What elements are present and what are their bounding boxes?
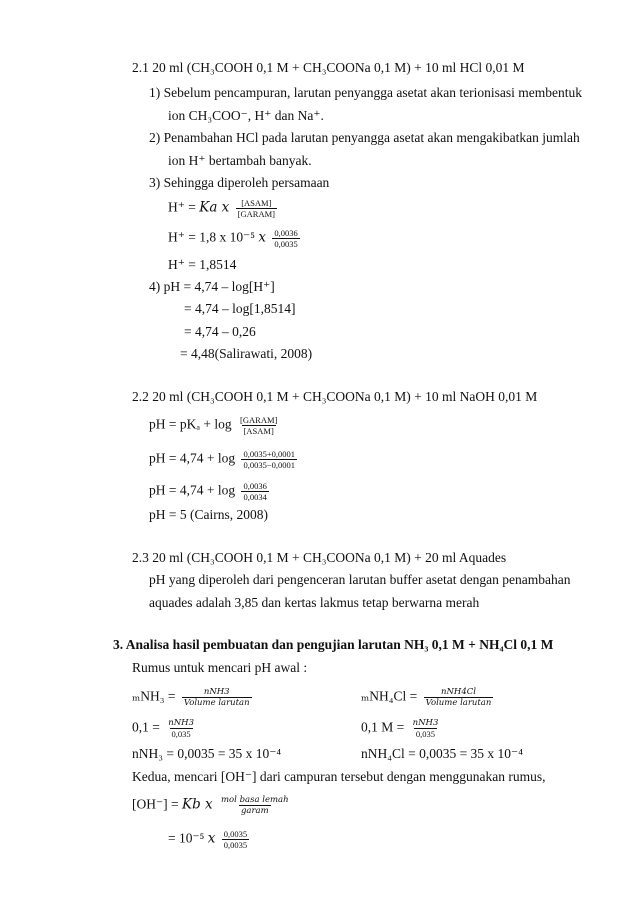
fraction-numerator: [GARAM]	[240, 415, 278, 425]
ph-substitution	[149, 449, 300, 470]
fraction	[222, 829, 249, 850]
section-2-2-heading: 2.2 20 ml (CH₃COOH 0,1 M + CH₃COONa 0,1 M) + 10 ml NaOH 0,01 M	[132, 389, 538, 404]
equation-lhs: H⁺ = 1,8 x 10⁻⁵	[168, 229, 255, 245]
equation-lhs: [OH⁻] =	[132, 796, 182, 812]
fraction	[238, 415, 279, 436]
section-2-3-text-2: aquades adalah 3,85 dan kertas lakmus tetap berwarna merah	[149, 595, 480, 610]
equation-lhs: 0,1 =	[132, 719, 160, 735]
fraction	[166, 718, 196, 739]
item-2-line-1: 2) Penambahan HCl pada larutan penyangga asetat akan mengakibatkan jumlah	[149, 130, 580, 145]
section-2-3-heading: 2.3 20 ml (CH₃COOH 0,1 M + CH₃COONa 0,1 M) + 20 ml Aquades	[132, 550, 507, 565]
kb-symbol: Kb x	[181, 796, 213, 813]
fraction-denominator: 0,0035	[223, 840, 248, 850]
fraction-denominator: Volume larutan	[183, 698, 250, 708]
item-1-line-2: ion CH₃COO⁻, H⁺ dan Na⁺.	[168, 108, 324, 123]
equation-lhs: pH = 4,74 + log	[149, 450, 236, 466]
fraction	[272, 228, 299, 249]
fraction	[241, 481, 268, 502]
fraction-denominator: [GARAM]	[237, 209, 275, 219]
fraction-numerator: nNH3	[412, 718, 439, 728]
fraction-numerator: nNH3	[203, 687, 230, 697]
equation-lhs: 0,1 M =	[361, 719, 405, 735]
nh4cl-mol-result: nNH₄Cl = 0,0035 = 35 x 10⁻⁴	[361, 746, 523, 761]
oh-substitution	[168, 829, 252, 850]
ph-pka-equation	[149, 415, 282, 436]
equation-lhs: H⁺ =	[168, 199, 200, 215]
fraction	[424, 687, 494, 708]
kedua-text: Kedua, mencari [OH⁻] dari campuran tersebut dengan menggunakan rumus,	[132, 769, 546, 784]
nh4cl-substitution	[361, 718, 443, 739]
equation-h-value	[168, 228, 303, 249]
fraction-numerator: nNH3	[168, 718, 194, 728]
section-3-heading: 3. Analisa hasil pembuatan dan pengujian larutan NH₃ 0,1 M + NH₄Cl 0,1 M	[113, 637, 554, 652]
fraction-numerator: 0,0035+0,0001	[243, 449, 296, 459]
fraction	[411, 718, 441, 739]
ka-symbol: Ka x	[199, 199, 230, 216]
item-3: 3) Sehingga diperoleh persamaan	[149, 175, 330, 190]
fraction	[219, 795, 291, 816]
equation-lhs: ₘNH₃ =	[132, 688, 176, 704]
fraction-denominator: garam	[240, 806, 269, 816]
equation-lhs: = 10⁻⁵	[168, 830, 205, 846]
fraction-numerator: mol basa lemah	[221, 795, 289, 805]
equation-lhs: ₘNH₄Cl =	[361, 688, 418, 704]
rumus-intro: Rumus untuk mencari pH awal :	[132, 660, 308, 675]
fraction-numerator: 0,0036	[274, 228, 298, 238]
fraction-numerator: [ASAM]	[241, 198, 272, 208]
fraction-denominator: 0,035	[415, 729, 436, 739]
fraction-numerator: 0,0036	[243, 481, 267, 491]
equation-lhs: pH = 4,74 + log	[149, 482, 236, 498]
fraction	[182, 687, 252, 708]
fraction-numerator: nNH4Cl	[441, 687, 476, 697]
item-4-step-3: = 4,74 – 0,26	[184, 324, 256, 339]
fraction-denominator: [ASAM]	[243, 426, 274, 436]
equation-h-ka	[168, 198, 280, 219]
nh3-substitution	[132, 718, 199, 739]
fraction-denominator: 0,035	[171, 729, 191, 739]
item-4-step-4: = 4,48(Salirawati, 2008)	[180, 346, 313, 361]
section-2-1-heading: 2.1 20 ml (CH₃COOH 0,1 M + CH₃COONa 0,1 M) + 10 ml HCl 0,01 M	[132, 60, 525, 75]
item-1-line-1: 1) Sebelum pencampuran, larutan penyangga asetat akan terionisasi membentuk	[149, 85, 582, 100]
ph-simplified	[149, 481, 272, 502]
fraction-denominator: 0,0034	[243, 492, 267, 502]
section-2-3-text-1: pH yang diperoleh dari pengenceran larutan buffer asetat dengan penambahan	[149, 572, 571, 587]
molarity-nh4cl-formula	[361, 687, 496, 708]
fraction-denominator: 0,0035	[274, 239, 298, 249]
molarity-nh3-formula	[132, 687, 255, 708]
times-symbol: x	[258, 229, 266, 246]
fraction-denominator: Volume larutan	[425, 698, 492, 708]
times-symbol: x	[207, 830, 216, 847]
fraction-denominator: 0,0035−0,0001	[243, 460, 296, 470]
fraction-numerator: 0,0035	[223, 829, 248, 839]
fraction	[241, 449, 297, 470]
fraction	[236, 198, 277, 219]
item-2-line-2: ion H⁺ bertambah banyak.	[168, 153, 312, 168]
equation-h-result: H⁺ = 1,8514	[168, 257, 237, 272]
ph-result: pH = 5 (Cairns, 2008)	[149, 507, 268, 522]
item-4-step-2: = 4,74 – log[1,8514]	[184, 301, 296, 316]
nh3-mol-result: nNH₃ = 0,0035 = 35 x 10⁻⁴	[132, 746, 282, 761]
item-4: 4) pH = 4,74 – log[H⁺]	[149, 279, 275, 294]
equation-lhs: pH = pKₐ + log	[149, 416, 232, 432]
oh-equation	[132, 795, 294, 816]
